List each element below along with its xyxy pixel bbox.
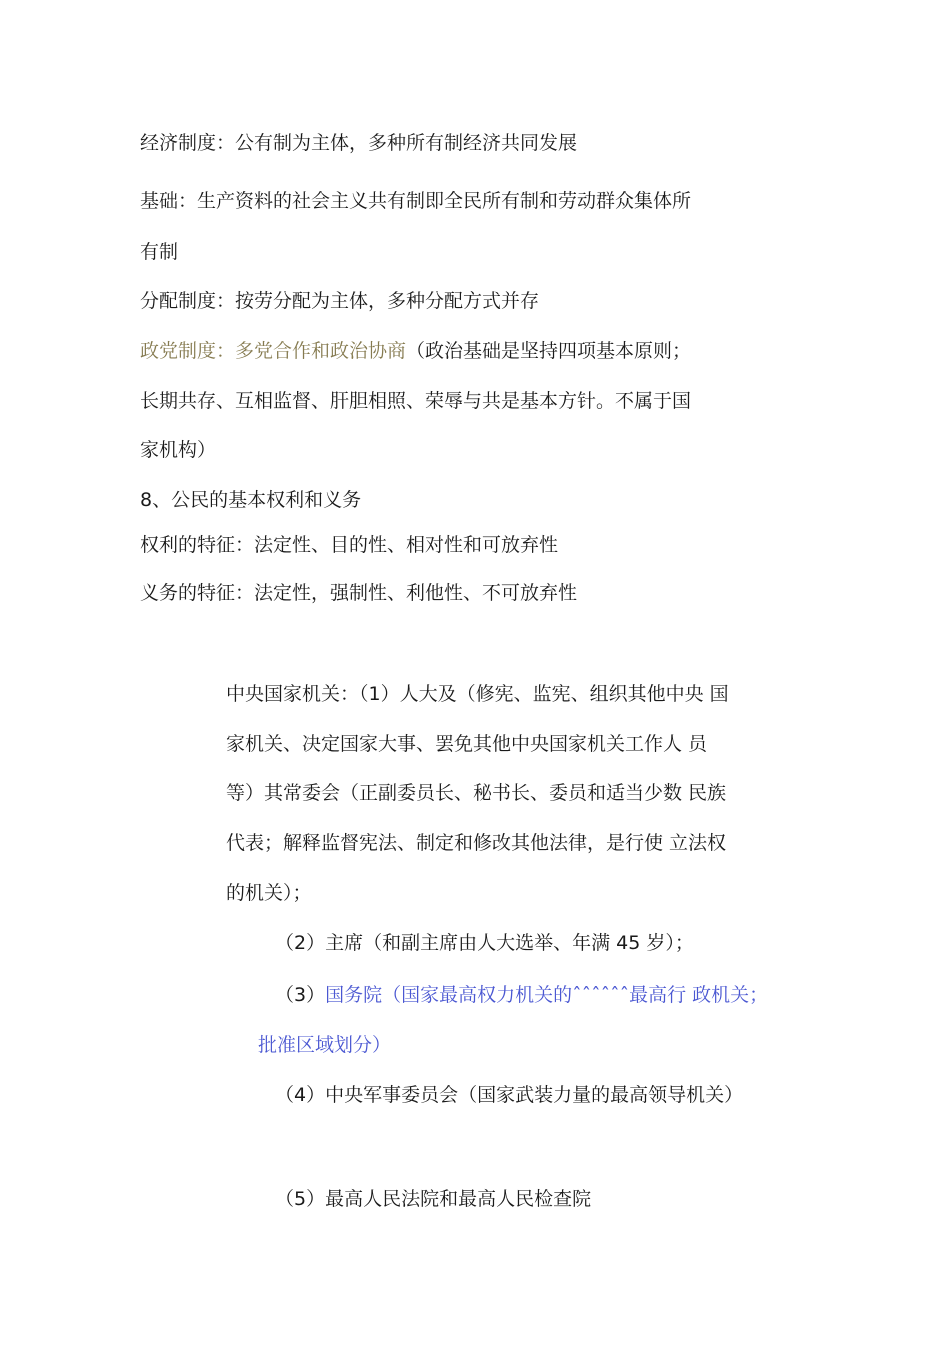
item-4-line: （4）中央军事委员会（国家武装力量的最高领导机关） <box>275 1084 744 1106</box>
economic-system-line: 经济制度：公有制为主体，多种所有制经济共同发展 <box>140 132 578 154</box>
party-system-heading: 政党制度：多党合作和政治协商 <box>140 340 407 362</box>
party-system-line <box>140 338 691 364</box>
central-organs-line-2: 家机关、决定国家大事、罢免其他中央国家机关工作人 员 <box>226 733 708 755</box>
section-8-heading: 8、公民的基本权利和义务 <box>140 489 362 511</box>
item-5-line: （5）最高人民法院和最高人民检查院 <box>275 1188 592 1210</box>
item-3-state-council: 国务院（国家最高权力机关的ˆˆˆˆˆˆ最高行 政机关； <box>325 984 769 1006</box>
duties-line: 义务的特征：法定性，强制性、利他性、不可放弃性 <box>140 582 578 604</box>
item-3-continuation: 批准区域划分） <box>258 1034 392 1056</box>
basis-line-1: 基础：生产资料的社会主义共有制即全民所有制和劳动群众集体所 <box>140 190 692 212</box>
item-2-line: （2）主席（和副主席由人大选举、年满 45 岁）； <box>275 932 694 954</box>
central-organs-line-5: 的机关）； <box>226 882 312 904</box>
party-system-note: （政治基础是坚持四项基本原则； <box>406 340 692 362</box>
central-organs-line-4: 代表；解释监督宪法、制定和修改其他法律，是行使 立法权 <box>226 832 727 854</box>
rights-line: 权利的特征：法定性、目的性、相对性和可放弃性 <box>140 534 559 556</box>
basis-line-2: 有制 <box>140 241 179 263</box>
central-organs-line-1: 中央国家机关：（1）人大及（修宪、监宪、组织其他中央 国 <box>226 683 729 705</box>
party-line-3: 家机构） <box>140 439 217 461</box>
party-line-2: 长期共存、互相监督、肝胆相照、荣辱与共是基本方针。不属于国 <box>140 390 692 412</box>
item-3-line <box>275 982 768 1008</box>
item-3-number: （3） <box>275 984 326 1006</box>
distribution-system-line: 分配制度：按劳分配为主体，多种分配方式并存 <box>140 290 540 312</box>
central-organs-line-3: 等）其常委会（正副委员长、秘书长、委员和适当少数 民族 <box>226 782 727 804</box>
